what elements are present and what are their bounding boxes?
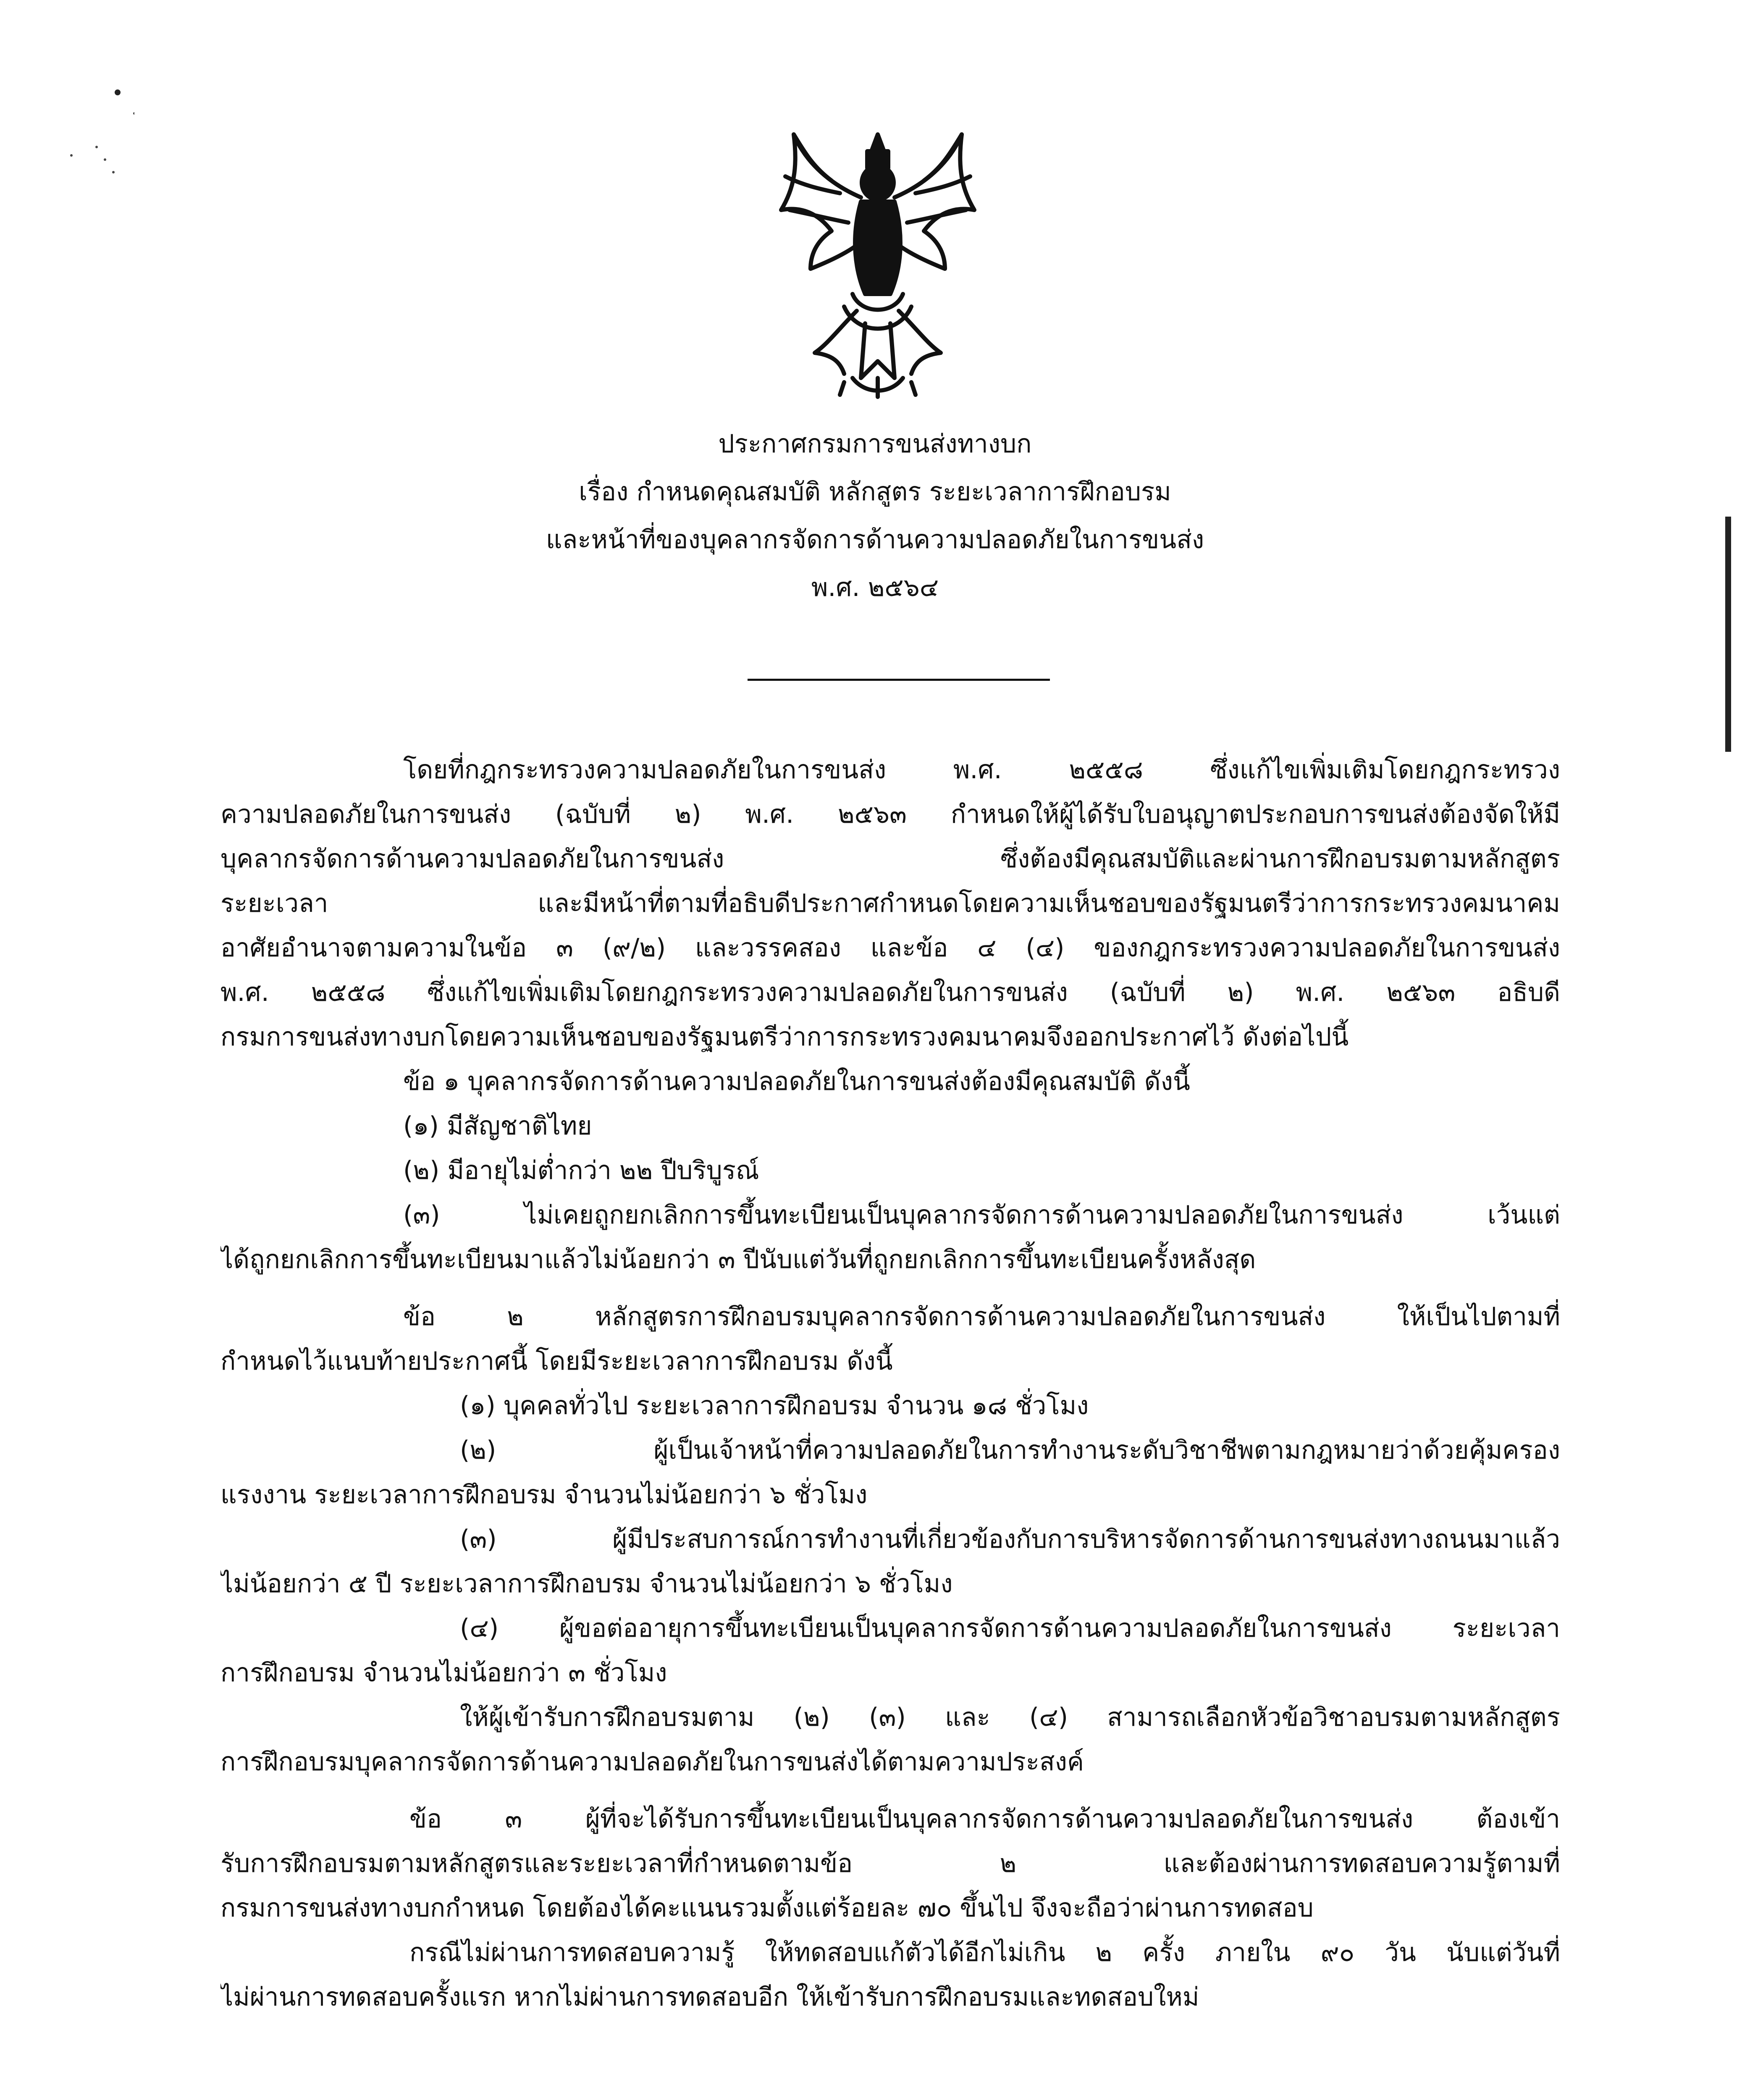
intro-line: พ.ศ. ๒๕๕๘ ซึ่งแก้ไขเพิ่มเติมโดยกฎกระทรวงความปลอดภัยในการขนส่ง (ฉบับที่ ๒) พ.ศ. ๒๕๖๓ อธิบดี: [220, 978, 1560, 1007]
garuda-emblem-icon: [769, 126, 987, 399]
clause-2-item-continued: การฝึกอบรม จำนวนไม่น้อยกว่า ๓ ชั่วโมง: [220, 1658, 667, 1688]
intro-line: ความปลอดภัยในการขนส่ง (ฉบับที่ ๒) พ.ศ. ๒๕๖๓ กำหนดให้ผู้ได้รับใบอนุญาตประกอบการขนส่งต้องจัดให้มี: [220, 800, 1560, 829]
intro-line: บุคลากรจัดการด้านความปลอดภัยในการขนส่ง ซึ่งต้องมีคุณสมบัติและผ่านการฝึกอบรมตามหลักสูตร: [220, 844, 1560, 874]
announcement-subject-line-2: และหน้าที่ของบุคลากรจัดการด้านความปลอดภัยในการขนส่ง: [546, 525, 1204, 554]
clause-2-heading: ข้อ ๒ หลักสูตรการฝึกอบรมบุคลากรจัดการด้านความปลอดภัยในการขนส่ง ให้เป็นไปตามที่: [403, 1302, 1560, 1331]
clause-2-item: (๔) ผู้ขอต่ออายุการขึ้นทะเบียนเป็นบุคลากรจัดการด้านความปลอดภัยในการขนส่ง ระยะเวลา: [460, 1614, 1560, 1643]
clause-2-heading-continued: กำหนดไว้แนบท้ายประกาศนี้ โดยมีระยะเวลาการฝึกอบรม ดังนี้: [220, 1347, 893, 1376]
clause-1-heading: ข้อ ๑ บุคลากรจัดการด้านความปลอดภัยในการขนส่งต้องมีคุณสมบัติ ดังนี้: [403, 1067, 1190, 1096]
scan-specks: [34, 76, 134, 185]
intro-line: โดยที่กฎกระทรวงความปลอดภัยในการขนส่ง พ.ศ. ๒๕๕๘ ซึ่งแก้ไขเพิ่มเติมโดยกฎกระทรวง: [403, 755, 1560, 785]
clause-1-item: (๓) ไม่เคยถูกยกเลิกการขึ้นทะเบียนเป็นบุคลากรจัดการด้านความปลอดภัยในการขนส่ง เว้นแต่: [403, 1200, 1560, 1230]
clause-2-note: ให้ผู้เข้ารับการฝึกอบรมตาม (๒) (๓) และ (๔) สามารถเลือกหัวข้อวิชาอบรมตามหลักสูตร: [460, 1703, 1560, 1732]
announcement-year: พ.ศ. ๒๕๖๔: [811, 573, 939, 602]
clause-2-item-continued: แรงงาน ระยะเวลาการฝึกอบรม จำนวนไม่น้อยกว่า ๖ ชั่วโมง: [220, 1480, 868, 1509]
intro-line: ระยะเวลา และมีหน้าที่ตามที่อธิบดีประกาศกำหนดโดยความเห็นชอบของรัฐมนตรีว่าการกระทรวงคมนาคม: [220, 889, 1560, 918]
clause-3-line: กรณีไม่ผ่านการทดสอบความรู้ ให้ทดสอบแก้ตัวได้อีกไม่เกิน ๒ ครั้ง ภายใน ๙๐ วัน นับแต่วันที่: [409, 1938, 1560, 1967]
intro-line: อาศัยอำนาจตามความในข้อ ๓ (๙/๒) และวรรคสอง และข้อ ๔ (๔) ของกฎกระทรวงความปลอดภัยในการขนส่ง: [220, 933, 1560, 963]
clause-2-item: (๒) ผู้เป็นเจ้าหน้าที่ความปลอดภัยในการทำงานระดับวิชาชีพตามกฎหมายว่าด้วยคุ้มครอง: [460, 1436, 1560, 1465]
clause-1-item: (๒) มีอายุไม่ต่ำกว่า ๒๒ ปีบริบูรณ์: [403, 1156, 759, 1185]
clause-3-line: รับการฝึกอบรมตามหลักสูตรและระยะเวลาที่กำหนดตามข้อ ๒ และต้องผ่านการทดสอบความรู้ตามที่: [220, 1849, 1560, 1878]
clause-2-item: (๑) บุคคลทั่วไป ระยะเวลาการฝึกอบรม จำนวน ๑๘ ชั่วโมง: [460, 1391, 1089, 1420]
intro-line: กรมการขนส่งทางบกโดยความเห็นชอบของรัฐมนตรีว่าการกระทรวงคมนาคมจึงออกประกาศไว้ ดังต่อไปนี้: [220, 1022, 1349, 1052]
clause-2-note-continued: การฝึกอบรมบุคลากรจัดการด้านความปลอดภัยในการขนส่งได้ตามความประสงค์: [220, 1747, 1084, 1777]
clause-2-item-continued: ไม่น้อยกว่า ๕ ปี ระยะเวลาการฝึกอบรม จำนวนไม่น้อยกว่า ๖ ชั่วโมง: [220, 1569, 953, 1599]
clause-2-item: (๓) ผู้มีประสบการณ์การทำงานที่เกี่ยวข้องกับการบริหารจัดการด้านการขนส่งทางถนนมาแล้ว: [460, 1525, 1560, 1554]
announcement-subject-line-1: เรื่อง กำหนดคุณสมบัติ หลักสูตร ระยะเวลาการฝึกอบรม: [579, 477, 1171, 507]
clause-1-item: (๑) มีสัญชาติไทย: [403, 1111, 592, 1141]
announcement-body: [220, 748, 1560, 2019]
announcement-title-block: [0, 420, 1750, 612]
clause-1-item-continued: ได้ถูกยกเลิกการขึ้นทะเบียนมาแล้วไม่น้อยกว่า ๓ ปีนับแต่วันที่ถูกยกเลิกการขึ้นทะเบียนครั้งหลังสุด: [220, 1245, 1256, 1274]
title-divider: [748, 679, 1050, 681]
clause-3-line: ไม่ผ่านการทดสอบครั้งแรก หากไม่ผ่านการทดสอบอีก ให้เข้ารับการฝึกอบรมและทดสอบใหม่: [220, 1982, 1199, 2012]
clause-3-line: กรมการขนส่งทางบกกำหนด โดยต้องได้คะแนนรวมตั้งแต่ร้อยละ ๗๐ ขึ้นไป จึงจะถือว่าผ่านการทดสอบ: [220, 1893, 1314, 1923]
clause-3-line: ข้อ ๓ ผู้ที่จะได้รับการขึ้นทะเบียนเป็นบุคลากรจัดการด้านความปลอดภัยในการขนส่ง ต้องเข้า: [409, 1804, 1560, 1834]
announcement-agency-title: ประกาศกรมการขนส่งทางบก: [718, 429, 1032, 459]
